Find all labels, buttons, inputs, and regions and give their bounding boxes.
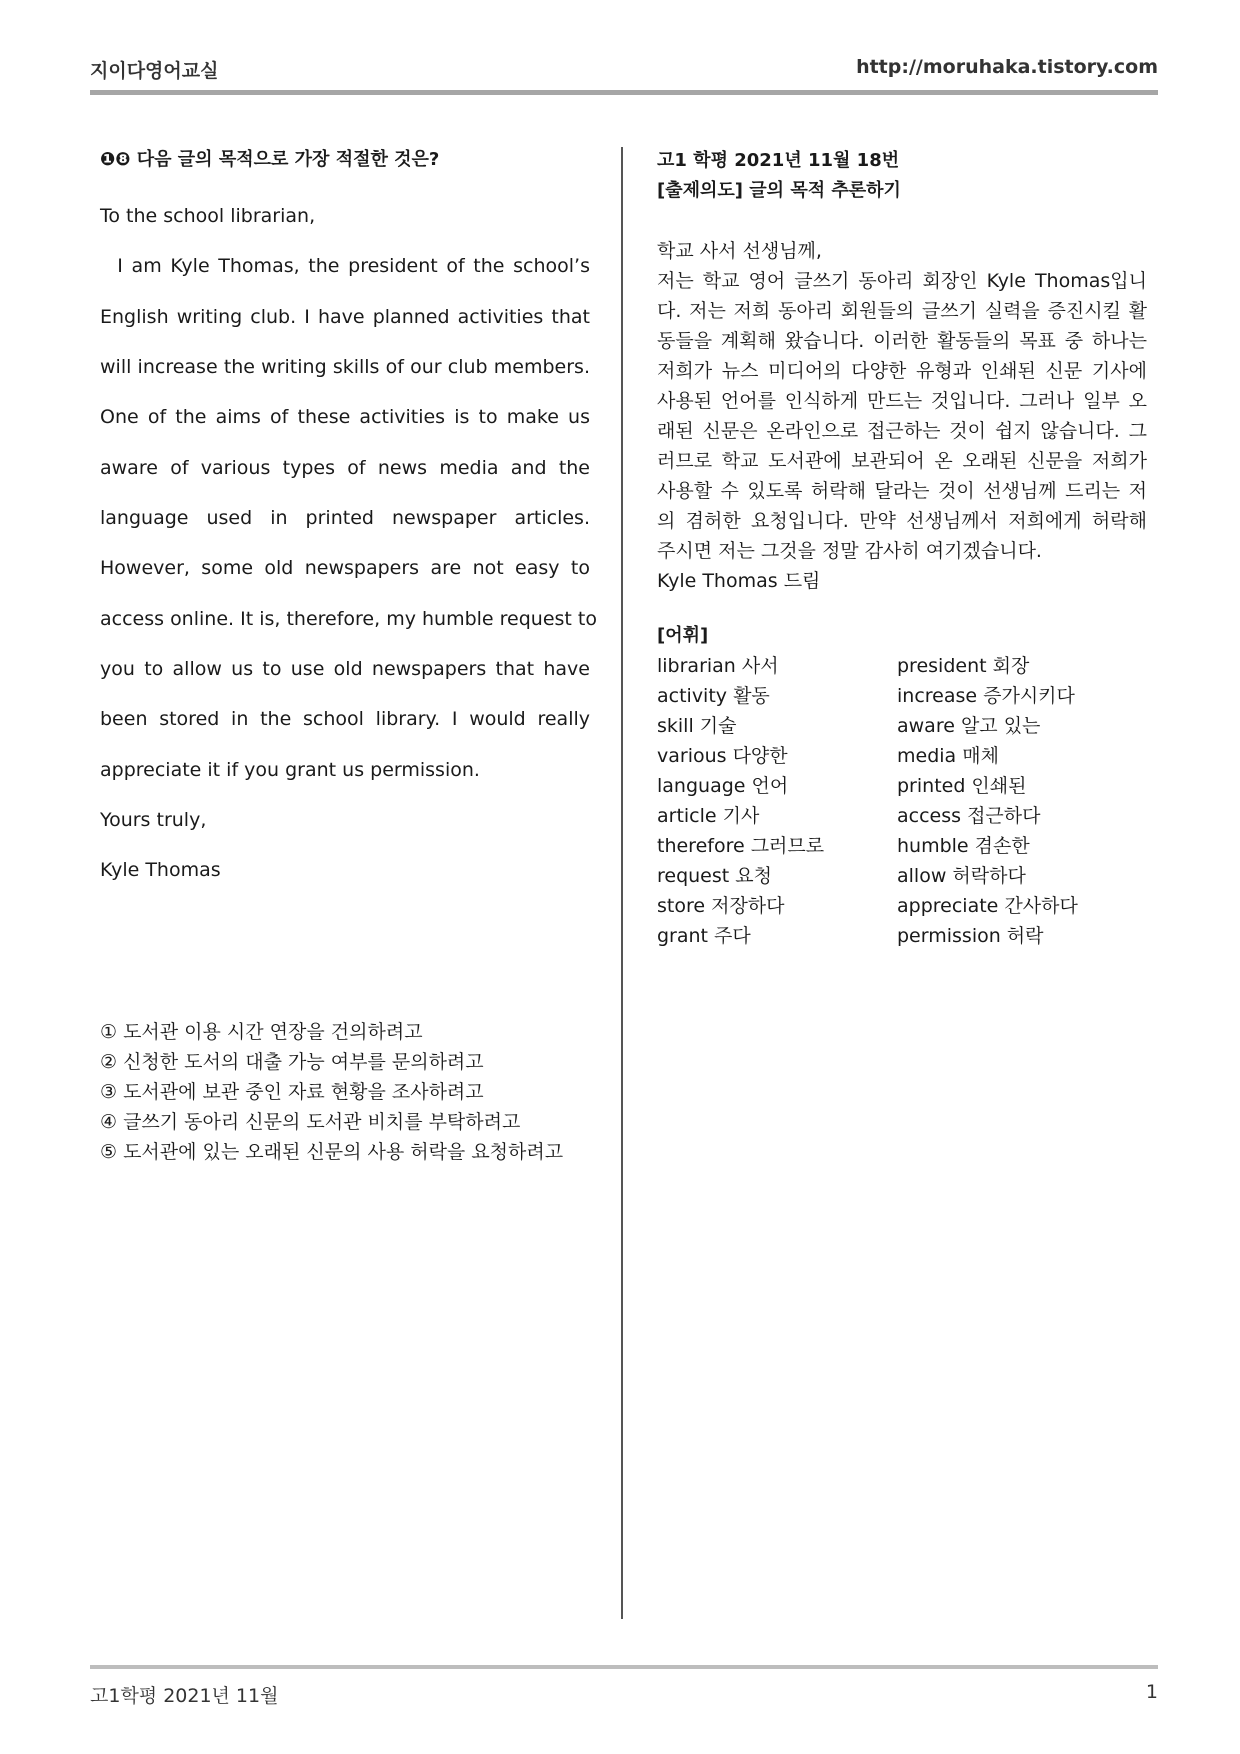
site-name: 지이다영어교실 — [90, 60, 219, 82]
header-divider — [90, 90, 1158, 95]
translation-line: 사용할 수 있도록 허락해 달라는 것이 선생님께 드리는 저 — [657, 480, 1147, 502]
passage-line: English writing club. I have planned activities that — [100, 306, 590, 328]
vocab-list — [657, 651, 1147, 951]
vocab-item: grant 주다 — [657, 925, 751, 947]
vocab-item: therefore 그러므로 — [657, 835, 825, 857]
vocab-item: activity 활동 — [657, 685, 770, 707]
question-column — [100, 146, 597, 1163]
vocab-item: printed 인쇄된 — [897, 775, 1027, 797]
vocab-item: increase 증가시키다 — [897, 685, 1075, 707]
site-url[interactable]: http://moruhaka.tistory.com — [856, 56, 1158, 78]
exam-info: 고1 학평 2021년 11월 18번 — [657, 150, 900, 171]
vocab-item: president 회장 — [897, 655, 1030, 677]
passage-closing: Yours truly, — [100, 809, 207, 831]
passage-line: appreciate it if you grant us permission. — [100, 759, 480, 781]
page-number: 1 — [1145, 1681, 1158, 1703]
option-1[interactable]: ① 도서관 이용 시간 연장을 건의하려고 — [100, 1021, 423, 1043]
passage-line: However, some old newspapers are not easy to — [100, 557, 590, 579]
option-2[interactable]: ② 신청한 도서의 대출 가능 여부를 문의하려고 — [100, 1051, 484, 1073]
translation-line: 러므로 학교 도서관에 보관되어 온 오래된 신문을 저희가 — [657, 450, 1147, 472]
passage-line: To the school librarian, — [100, 205, 316, 227]
vocab-row — [657, 741, 1147, 771]
vocab-item: various 다양한 — [657, 745, 788, 767]
passage-line: been stored in the school library. I would really — [100, 708, 590, 730]
translation — [657, 236, 1147, 596]
translation-line: 저희가 뉴스 미디어의 다양한 유형과 인쇄된 신문 기사에 — [657, 360, 1147, 382]
vocab-row — [657, 651, 1147, 681]
translation-line: Kyle Thomas 드림 — [657, 570, 821, 592]
option-3[interactable]: ③ 도서관에 보관 중인 자료 현황을 조사하려고 — [100, 1081, 484, 1103]
passage-line: aware of various types of news media and the — [100, 457, 590, 479]
explanation-column — [657, 146, 1147, 947]
vocab-item: aware 알고 있는 — [897, 715, 1041, 737]
vocab-item: skill 기술 — [657, 715, 737, 737]
translation-line: 학교 사서 선생님께, — [657, 240, 822, 262]
vocab-item: access 접근하다 — [897, 805, 1041, 827]
vocab-row — [657, 831, 1147, 861]
question-intent: [출제의도] 글의 목적 추론하기 — [657, 180, 901, 201]
vocab-item: media 매체 — [897, 745, 999, 767]
vocab-item: request 요청 — [657, 865, 772, 887]
translation-line: 래된 신문은 온라인으로 접근하는 것이 쉽지 않습니다. 그 — [657, 420, 1147, 442]
passage-line: One of the aims of these activities is to make us — [100, 406, 590, 428]
vocab-row — [657, 801, 1147, 831]
footer-divider — [90, 1665, 1158, 1669]
vocab-row — [657, 921, 1147, 951]
vocab-row — [657, 771, 1147, 801]
passage-line: access online. It is, therefore, my humble request to — [100, 608, 597, 630]
column-divider — [621, 147, 623, 1619]
vocab-row — [657, 891, 1147, 921]
passage-line: I am Kyle Thomas, the president of the school’s — [100, 255, 590, 277]
footer-text: 고1학평 2021년 11월 — [90, 1685, 279, 1707]
vocab-row — [657, 861, 1147, 891]
vocab-item: permission 허락 — [897, 925, 1044, 947]
passage-line: you to allow us to use old newspapers that have — [100, 658, 590, 680]
vocab-item: store 저장하다 — [657, 895, 785, 917]
translation-line: 주시면 저는 그것을 정말 감사히 여기겠습니다. — [657, 540, 1042, 562]
passage-signature: Kyle Thomas — [100, 859, 221, 881]
passage-line: language used in printed newspaper articles. — [100, 507, 590, 529]
vocab-item: humble 겸손한 — [897, 835, 1030, 857]
vocab-item: article 기사 — [657, 805, 760, 827]
vocab-item: language 언어 — [657, 775, 789, 797]
vocab-row — [657, 711, 1147, 741]
translation-line: 동들을 계획해 왔습니다. 이러한 활동들의 목표 중 하나는 — [657, 330, 1147, 352]
vocab-item: allow 허락하다 — [897, 865, 1026, 887]
page-footer — [90, 1681, 1158, 1711]
vocab-title: [어휘] — [657, 625, 709, 646]
translation-line: 사용된 언어를 인식하게 만드는 것입니다. 그러나 일부 오 — [657, 390, 1147, 412]
question-title: ❶❽ 다음 글의 목적으로 가장 적절한 것은? — [100, 149, 440, 170]
vocab-item: appreciate 간사하다 — [897, 895, 1078, 917]
translation-line: 다. 저는 저희 동아리 회원들의 글쓰기 실력을 증진시킬 활 — [657, 300, 1147, 322]
vocab-row — [657, 681, 1147, 711]
option-5[interactable]: ⑤ 도서관에 있는 오래된 신문의 사용 허락을 요청하려고 — [100, 1141, 564, 1163]
translation-line: 저는 학교 영어 글쓰기 동아리 회장인 Kyle Thomas입니 — [657, 270, 1147, 292]
passage-line: will increase the writing skills of our club members. — [100, 356, 590, 378]
option-4[interactable]: ④ 글쓰기 동아리 신문의 도서관 비치를 부탁하려고 — [100, 1111, 521, 1133]
translation-line: 의 겸허한 요청입니다. 만약 선생님께서 저희에게 허락해 — [657, 510, 1147, 532]
vocab-item: librarian 사서 — [657, 655, 779, 677]
answer-options — [100, 1017, 620, 1167]
page-header — [90, 56, 1158, 84]
